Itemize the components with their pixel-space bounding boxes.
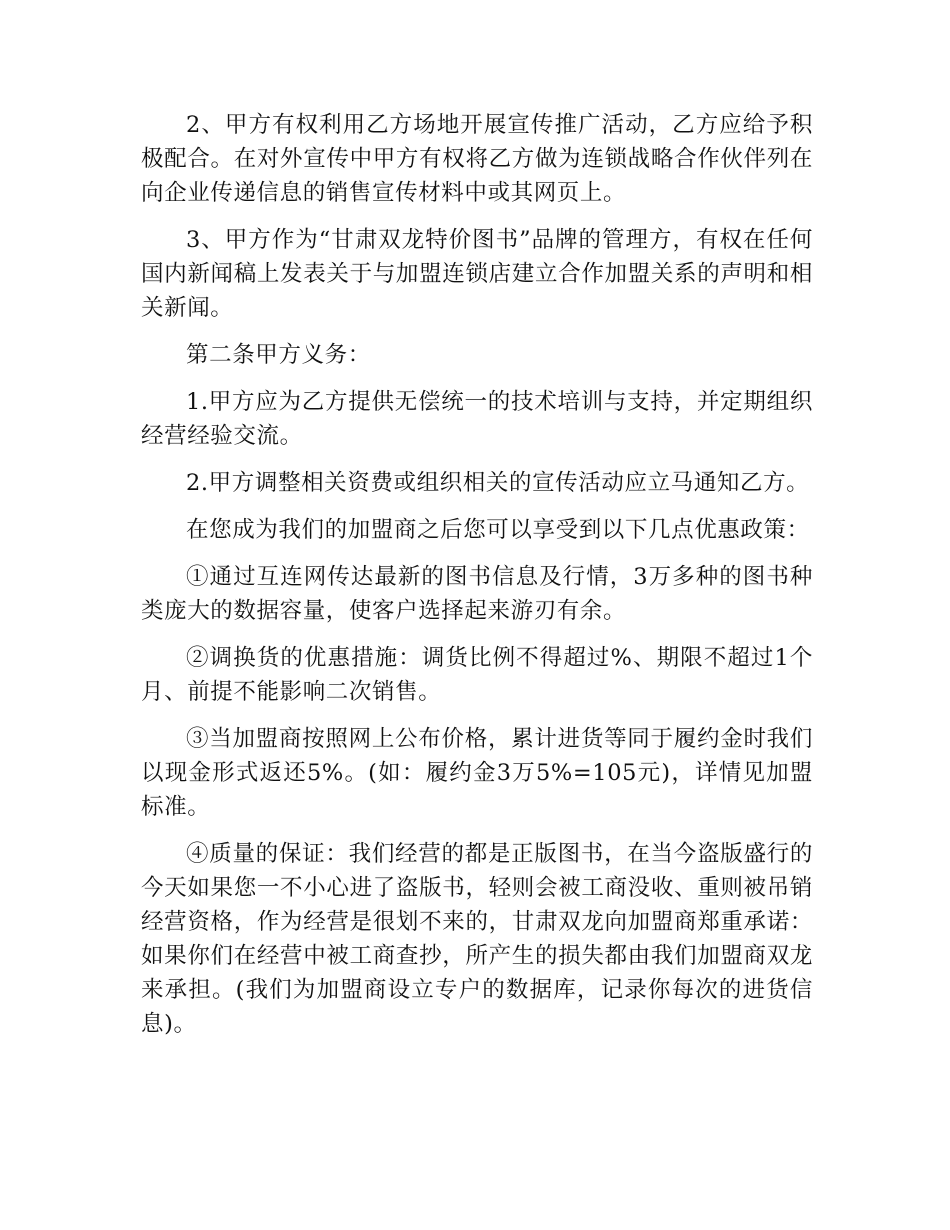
paragraph-benefit-4-quality: ④质量的保证：我们经营的都是正版图书，在当今盗版盛行的今天如果您一不小心进了盗版书，轻则会被工商没收、重则被吊销经营资格，作为经营是很划不来的，甘肃双龙向加盟商郑重承诺：如果你们在经营中被工商查抄，所产生的损失都由我们加盟商双龙来承担。(我们为加盟商设立专户的数据库，记录你每次的进货信息)。 <box>141 841 813 1037</box>
paragraph-clause-3-brand-management: 3、甲方作为“甘肃双龙特价图书”品牌的管理方，有权在任何国内新闻稿上发表关于与加盟连锁店建立合作加盟关系的声明和相关新闻。 <box>141 227 813 321</box>
paragraph-benefit-1-information: ①通过互连网传达最新的图书信息及行情，3万多种的图书种类庞大的数据容量，使客户选择起来游刃有余。 <box>141 564 813 624</box>
section-heading-party-a-obligations: 第二条甲方义务： <box>186 342 371 368</box>
paragraph-benefit-2-exchange: ②调换货的优惠措施：调货比例不得超过%、期限不超过1个月、前提不能影响二次销售。 <box>141 645 813 705</box>
paragraph-benefit-3-cashback: ③当加盟商按照网上公布价格，累计进货等同于履约金时我们以现金形式返还5%。(如：履约金3万5%=105元)，详情见加盟标准。 <box>141 726 813 820</box>
document-body <box>141 108 813 1054</box>
paragraph-clause-2-promotion: 2、甲方有权利用乙方场地开展宣传推广活动，乙方应给予积极配合。在对外宣传中甲方有权将乙方做为连锁战略合作伙伴列在向企业传递信息的销售宣传材料中或其网页上。 <box>141 112 813 206</box>
paragraph-obligation-1-training: 1.甲方应为乙方提供无偿统一的技术培训与支持，并定期组织经营经验交流。 <box>141 389 813 449</box>
paragraph-obligation-2-notification: 2.甲方调整相关资费或组织相关的宣传活动应立马通知乙方。 <box>186 470 810 496</box>
paragraph-benefits-intro: 在您成为我们的加盟商之后您可以享受到以下几点优惠政策： <box>186 517 810 543</box>
